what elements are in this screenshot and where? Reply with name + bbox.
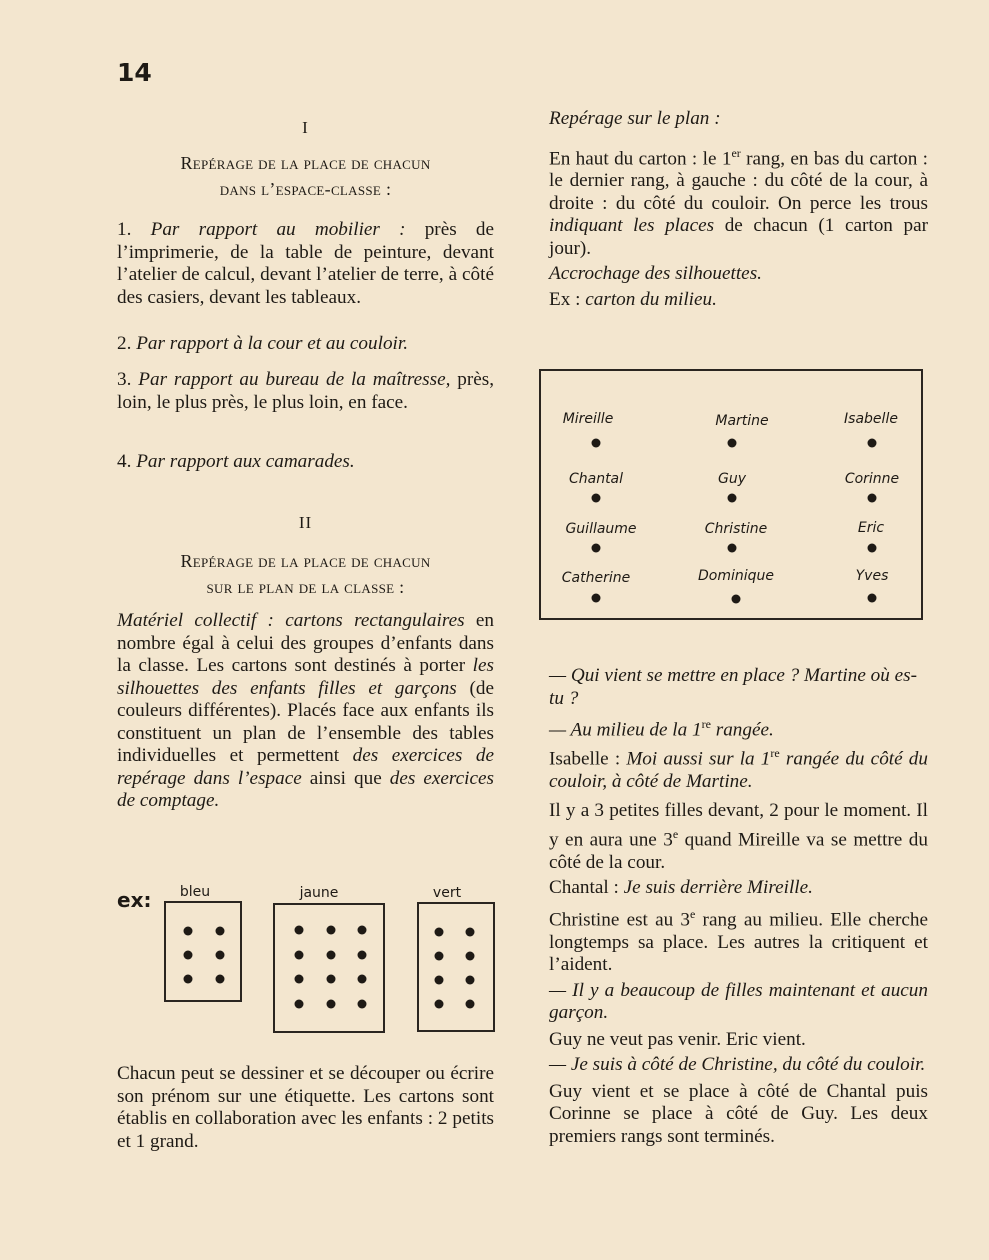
seat-hole [728,439,737,448]
section2-heading-line1: Repérage de la place de chacun [180,551,431,571]
card-hole [216,951,225,960]
dialogue-line-9: — Je suis à côté de Christine, du côté du couloir. [549,1054,926,1076]
dialogue-line-10: Guy vient et se place à côté de Chantal puis Corinne se place à côté de Guy. Les deux premiers rangs sont terminés. [549,1080,928,1147]
section1-heading [117,150,494,202]
dialogue-line-5-b: Je suis derrière Mireille. [623,877,813,899]
dialogue-line-3-a: Isabelle : [549,748,627,770]
seat-name-martine: Martine [715,413,769,429]
item-3-number: 3. [117,369,139,390]
dialogue-line-2-b: rangée. [710,719,774,741]
seat-name-guy: Guy [717,471,747,487]
card-hole [466,1000,475,1009]
example-text: carton du milieu. [585,288,717,310]
seat-hole [592,544,601,553]
item-3-lead: Par rapport au bureau de la maîtresse, [138,369,451,390]
card-hole [358,951,367,960]
item-3 [117,369,494,451]
dialogue-line-3-c: rangée du côté du couloir, à côté de Martine. [549,748,928,792]
card-hole [435,952,444,961]
item-2-number: 2. [117,333,137,354]
dialogue-line-5 [549,877,928,900]
seat-hole [592,439,601,448]
item-2-lead: Par rapport à la cour et au couloir. [136,333,409,354]
dialogue-line-3-b: Moi aussi sur la 1 [626,748,771,770]
section1-numeral: I [302,118,309,137]
card-hole [184,975,193,984]
section1-items [117,219,494,474]
seat-name-yves: Yves [855,568,889,584]
closing-paragraph [117,1063,494,1153]
plan-sup: er [731,145,741,160]
dialogue-line-4 [549,800,928,874]
card-hole [184,951,193,960]
dialogue-line-7: — Il y a beaucoup de filles maintenant et aucun garçon. [549,979,928,1024]
card-hole [295,975,304,984]
item-4-number: 4. [117,451,137,472]
materiel-text-b: en nombre égal à celui des groupes d’enfants dans la classe. Les cartons sont destinés à porter [117,610,494,676]
seat-hole [592,594,601,603]
seat-hole [732,595,741,604]
card-hole [358,1000,367,1009]
section2-heading-line2: sur le plan de la classe : [206,577,405,597]
plan-text-c: indiquant les places [549,215,715,237]
card-label-bleu: bleu [179,884,211,900]
seat-name-mireille: Mireille [562,411,614,427]
section1-heading-line1: Repérage de la place de chacun [180,153,431,173]
card-hole [358,926,367,935]
item-1-text: près de l’imprimerie, de la table de peinture, devant l’atelier de calcul, devant l’atelier de terre, à côté des casiers, devant les tableaux. [117,219,495,308]
seat-hole [868,544,877,553]
plan-paragraph [549,142,928,261]
card-label-jaune: jaune [299,885,339,901]
seat-name-eric: Eric [857,520,885,536]
materiel-lead: Matériel collectif : cartons rectangulaires [117,610,465,631]
dialogue-line-3 [549,742,928,793]
section2-heading [117,548,494,600]
card-hole [216,927,225,936]
seat-name-catherine: Catherine [561,570,631,586]
card-hole [327,975,336,984]
dialogue-line-5-a: Chantal : [549,877,624,899]
seat-name-isabelle: Isabelle [844,411,898,427]
dialogue-line-2-sup: re [701,717,711,731]
seat-hole [868,494,877,503]
materiel-paragraph [117,610,494,813]
card-hole [295,1000,304,1009]
seat-hole [592,494,601,503]
card-hole [466,952,475,961]
dialogue-line-3-sup: re [770,745,780,760]
card-hole [327,951,336,960]
card-hole [295,926,304,935]
seat-name-chantal: Chantal [568,471,624,487]
dialogue-line-6-sup: e [690,906,696,921]
seat-name-guillaume: Guillaume [565,521,637,537]
dialogue-line-1: — Qui vient se mettre en place ? Martine où es-tu ? [549,665,918,709]
page-number: 14 [117,58,152,87]
card-label-vert: vert [432,885,462,901]
materiel-text-c: les silhouettes des enfants filles et garçons [117,655,494,699]
seating-plan-card [539,369,923,620]
card-hole [216,975,225,984]
card-hole [184,927,193,936]
card-hole [327,1000,336,1009]
dialogue-line-4-b: quand Mireille va se mettre du côté de la cour. [549,829,928,873]
seat-hole [868,594,877,603]
item-1-number: 1. [117,219,151,240]
item-1-lead: Par rapport au mobilier : [150,219,406,240]
materiel-text-d: (de couleurs différentes). Placés face aux enfants ils constituent un plan de l’ensemble des tables individuelles et permettent [117,677,495,766]
card-hole [435,928,444,937]
plan-heading: Repérage sur le plan : [549,108,721,129]
example-prefix: Ex : [549,288,586,310]
dialogue-line-2-a: — Au milieu de la 1 [549,719,702,741]
card-small-green [417,902,495,1032]
item-3-text: près, loin, le plus près, le plus loin, en face. [117,369,495,413]
card-hole [466,928,475,937]
example-line [549,289,928,312]
card-hole [295,951,304,960]
item-4-lead: Par rapport aux camarades. [136,451,355,472]
seat-hole [728,544,737,553]
dialogue-line-6 [549,903,928,977]
seat-name-christine: Christine [704,521,768,537]
seat-hole [868,439,877,448]
card-small-blue [164,901,242,1002]
card-hole [327,926,336,935]
plan-text-b: rang, en bas du carton : le dernier rang, à gauche : du côté de la cour, à droite : du côté du couloir. On perce les trous [549,147,928,214]
materiel-text-f: ainsi que [301,767,390,789]
plan-text-d: de chacun (1 carton par jour). [549,215,928,259]
dialogue [549,665,928,1148]
dialogue-line-4-sup: e [672,826,679,841]
accrochage-line: Accrochage des silhouettes. [549,263,762,285]
card-hole [358,975,367,984]
dialogue-line-2 [549,713,928,742]
item-2 [117,333,494,369]
seat-hole [728,494,737,503]
section2-numeral: II [298,513,313,532]
card-large-yellow [273,903,385,1033]
card-hole [435,1000,444,1009]
materiel-text-e: des exercices de repérage dans l’espace [117,745,495,789]
dialogue-line-6-b: rang au milieu. Elle cherche longtemps sa place. Les autres la critiquent et l’aident. [549,909,928,976]
item-1 [117,219,494,333]
dialogue-line-6-a: Christine est au 3 [549,909,691,931]
card-hole [435,976,444,985]
item-4 [117,451,494,474]
materiel-text-g: des exercices de comptage. [117,767,494,811]
plan-text-a: En haut du carton : le 1 [549,147,732,169]
closing-text: Chacun peut se dessiner et se découper ou écrire son prénom sur une étiquette. Les cartons sont établis en collaboration avec les enfants : 2 petits et 1 grand. [117,1063,494,1152]
dialogue-line-8: Guy ne veut pas venir. Eric vient. [549,1028,806,1050]
card-hole [466,976,475,985]
dialogue-line-4-a: Il y a 3 petites filles devant, 2 pour le moment. Il y en aura une 3 [549,800,928,851]
section1-heading-line2: dans l’espace-classe : [219,179,392,199]
materiel-text [117,610,494,813]
right-column-top [549,108,928,311]
example-label: ex: [117,888,152,912]
seat-name-corinne: Corinne [844,471,900,487]
seat-name-dominique: Dominique [697,568,775,584]
